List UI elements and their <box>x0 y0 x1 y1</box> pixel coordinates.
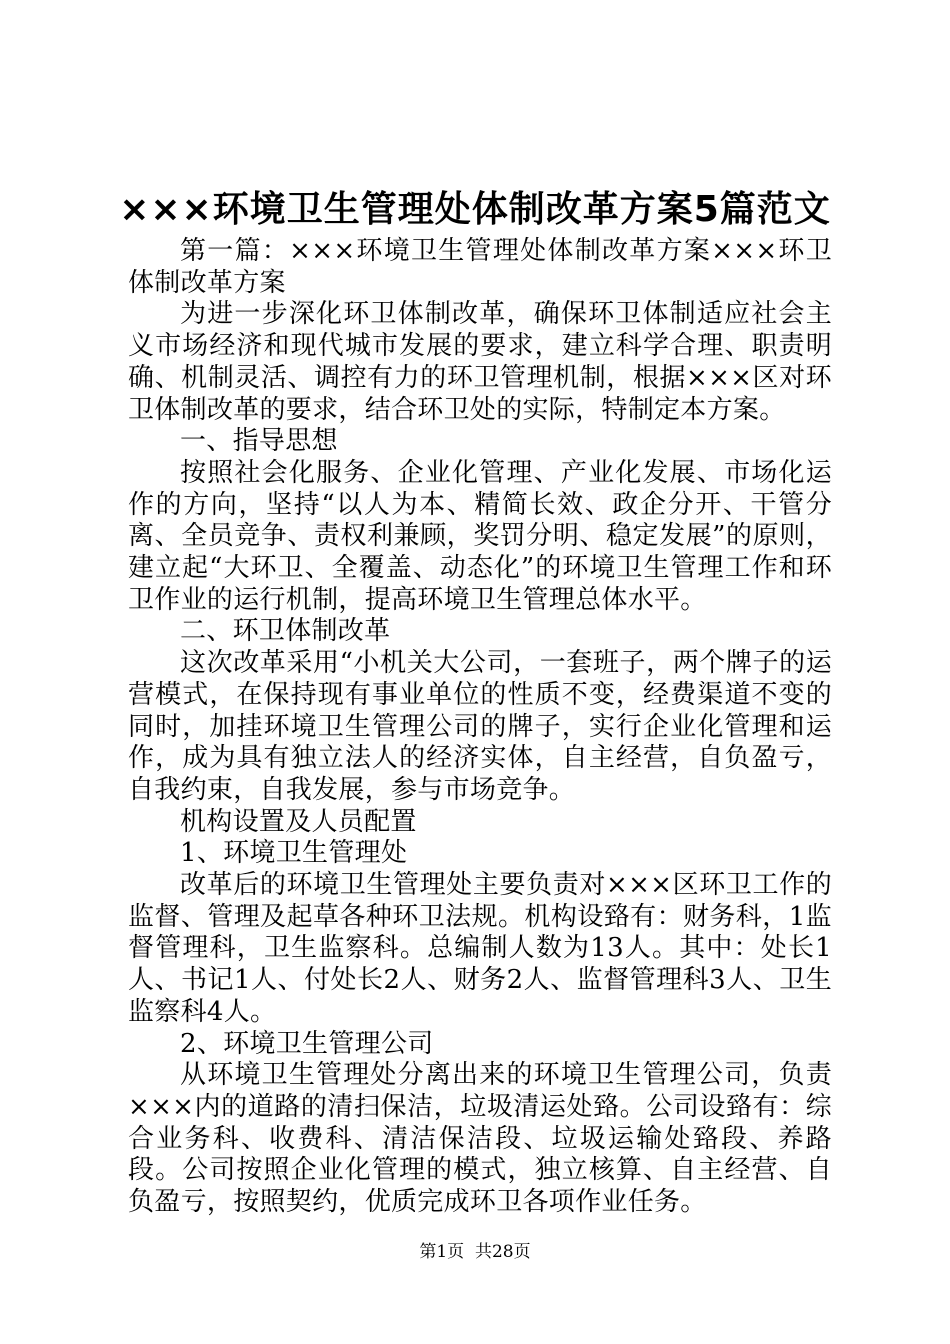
subheading-management-company: 2、环境卫生管理公司 <box>180 1028 434 1059</box>
paragraph-part-heading: 第一篇：×××环境卫生管理处体制改革方案×××环卫体制改革方案 <box>128 236 832 298</box>
paragraph-reform: 这次改革采用“小机关大公司，一套班子，两个牌子的运营模式，在保持现有事业单位的性质不变，经费渠道不变的同时，加挂环境卫生管理公司的牌子，实行企业化管理和运作，成为具有独立法人的经济实体，自主经营，自负盈亏，自我约束，自我发展，参与市场竞争。 <box>128 648 832 805</box>
page-number-footer: 第1页 共28页 <box>419 1242 531 1262</box>
subheading-management-office: 1、环境卫生管理处 <box>180 838 408 869</box>
paragraph-intro: 为进一步深化环卫体制改革，确保环卫体制适应社会主义市场经济和现代城市发展的要求，建立科学合理、职责明确、机制灵活、调控有力的环卫管理机制，根据×××区对环卫体制改革的要求，结合环卫处的实际，特制定本方案。 <box>128 299 832 425</box>
document-body <box>128 236 832 1219</box>
paragraph-guiding-thought: 按照社会化服务、企业化管理、产业化发展、市场化运作的方向，坚持“以人为本、精简长效、政企分开、干管分离、全员竞争、责权利兼顾，奖罚分明、稳定发展”的原则，建立起“大环卫、全覆盖、动态化”的环境卫生管理工作和环卫作业的运行机制，提高环境卫生管理总体水平。 <box>128 457 832 615</box>
subheading-organization: 机构设置及人员配置 <box>180 806 417 837</box>
document-title: ×××环境卫生管理处体制改革方案5篇范文 <box>119 189 831 230</box>
paragraph-management-office: 改革后的环境卫生管理处主要负责对×××区环卫工作的监督、管理及起草各种环卫法规。机构设臵有：财务科，1监督管理科，卫生监察科。总编制人数为13人。其中：处长1人、书记1人、付处长2人、财务2人、监督管理科3人、卫生监察科4人。 <box>128 870 832 1027</box>
section-heading-reform: 二、环卫体制改革 <box>180 616 391 647</box>
paragraph-management-company: 从环境卫生管理处分离出来的环境卫生管理公司，负责×××内的道路的清扫保洁，垃圾清运处臵。公司设臵有：综合业务科、收费科、清洁保洁段、垃圾运输处臵段、养路段。公司按照企业化管理的模式，独立核算、自主经营、自负盈亏，按照契约，优质完成环卫各项作业任务。 <box>128 1060 832 1218</box>
section-heading-guiding-thought: 一、指导思想 <box>180 426 338 457</box>
